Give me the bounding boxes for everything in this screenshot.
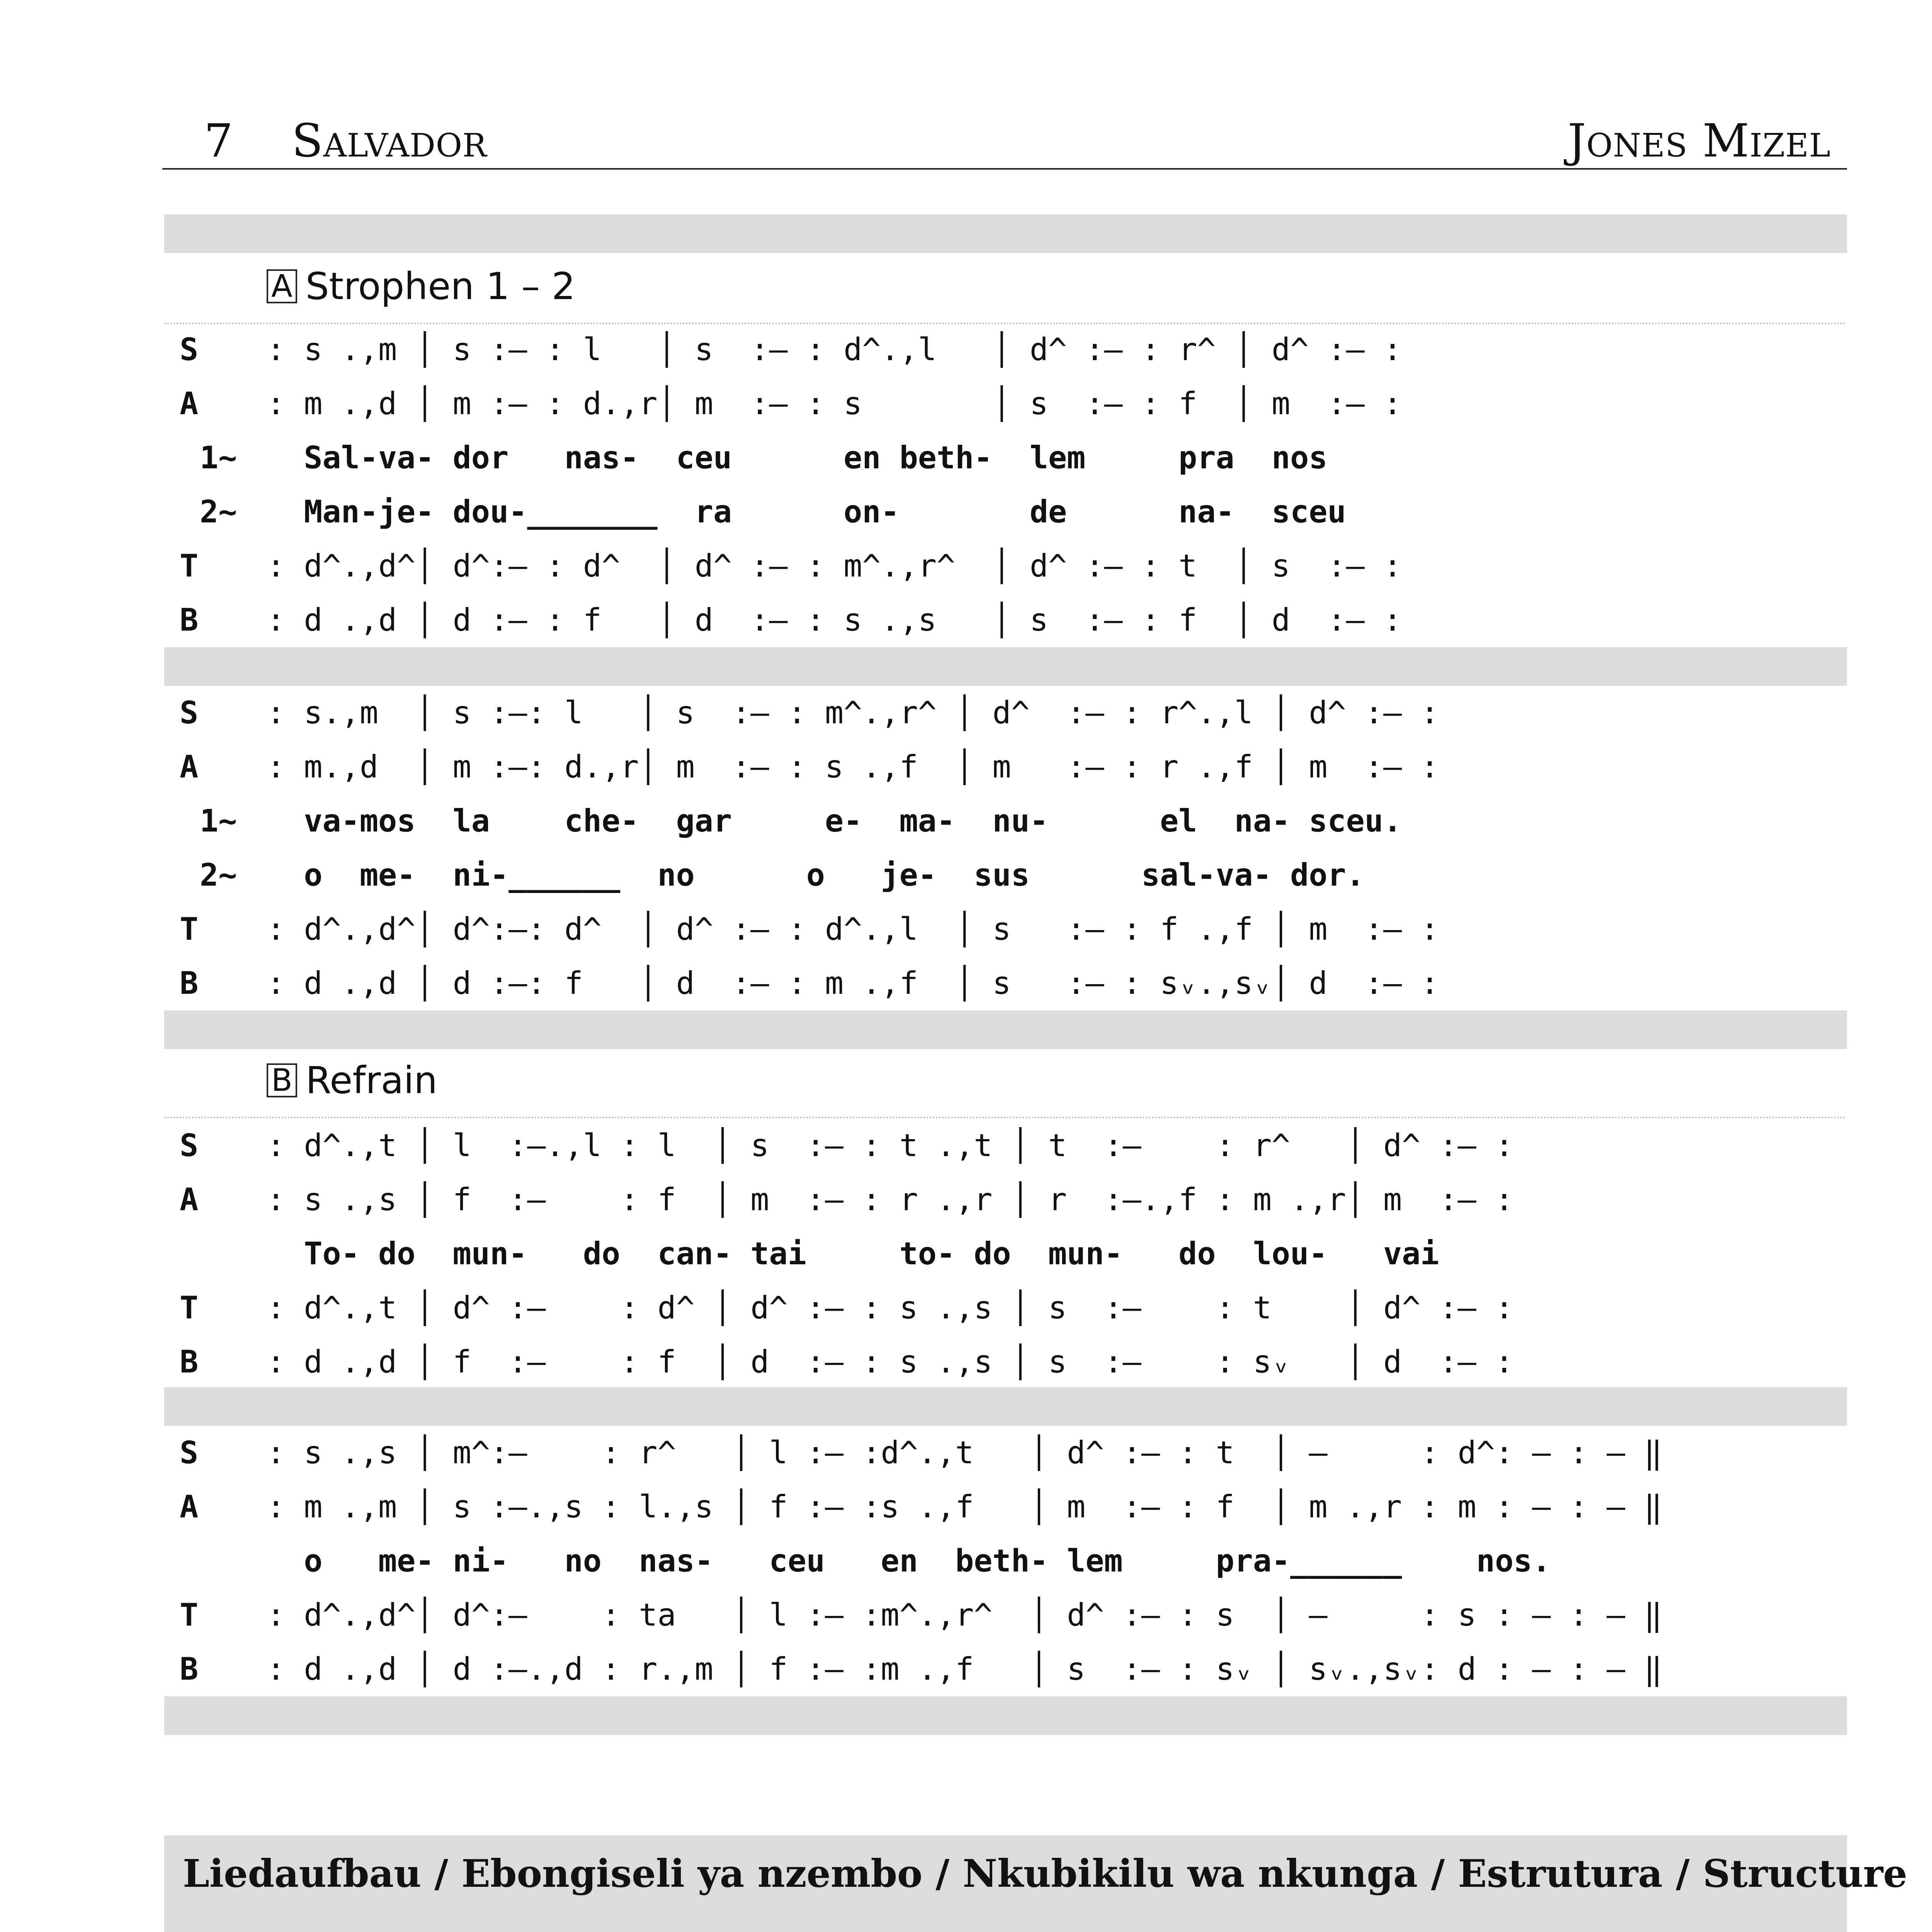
notation-text: : s .,s │ m^:– : r^ │ l :– :d^.,t │ d^ :– : t │ – : d^: – : – ‖: [267, 1435, 1663, 1471]
voice-label: T: [180, 1597, 199, 1633]
song-author: Jones Mizel: [1568, 114, 1831, 167]
notation-text: : d^.,d^│ d^:– : ta │ l :– :m^.,r^ │ d^ :– : s │ – : s : – : – ‖: [267, 1597, 1663, 1633]
verse-label: 2~: [200, 494, 237, 530]
voice-row-tenor: [164, 1289, 1847, 1327]
lyrics-row: [164, 1235, 1847, 1273]
lyrics-row-verse-2: [164, 493, 1847, 531]
voice-row-bass: [164, 601, 1847, 639]
notation-text: : m .,d │ m :– : d.,r│ m :– : s │ s :– : f │ m :– :: [267, 386, 1402, 422]
lyrics-text: va-mos la che- gar e- ma- nu- el na- sceu.: [267, 803, 1402, 839]
voice-label: B: [180, 1651, 199, 1687]
voice-row-bass: [164, 1343, 1847, 1381]
notation-text: : d .,d │ f :– : f │ d :– : s .,s │ s :– : sᵥ │ d :– :: [267, 1344, 1514, 1380]
notation-text: : d^.,d^│ d^:–: d^ │ d^ :– : d^.,l │ s :– : f .,f │ m :– :: [267, 911, 1439, 947]
voice-row-bass: [164, 1650, 1847, 1689]
voice-row-soprano: [164, 694, 1847, 732]
notation-text: : d^.,t │ d^ :– : d^ │ d^ :– : s .,s │ s :– : t │ d^ :– :: [267, 1290, 1514, 1326]
voice-label: A: [180, 1489, 199, 1525]
verse-label: 1~: [200, 440, 237, 476]
section-a-heading: [267, 265, 575, 311]
notation-text: : s.,m │ s :–: l │ s :– : m^.,r^ │ d^ :– : r^.,l │ d^ :– :: [267, 695, 1439, 731]
separator-bar: [164, 214, 1847, 253]
voice-row-alto: [164, 748, 1847, 786]
voice-row-soprano: [164, 1126, 1847, 1165]
voice-row-alto: [164, 1488, 1847, 1526]
notation-text: : d .,d │ d :–.,d : r.,m │ f :– :m .,f │ s :– : sᵥ │ sᵥ.,sᵥ: d : – : – ‖: [267, 1651, 1663, 1687]
voice-label: S: [180, 1128, 199, 1163]
separator-bar: [164, 1387, 1847, 1426]
lyrics-row-verse-2: [164, 856, 1847, 895]
notation-text: : m.,d │ m :–: d.,r│ m :– : s .,f │ m :– : r .,f │ m :– :: [267, 749, 1439, 785]
separator-bar: [164, 647, 1847, 686]
chapter-number: 7: [204, 114, 233, 167]
lyrics-row-verse-1: [164, 439, 1847, 477]
verse-label: 2~: [200, 857, 237, 893]
voice-label: T: [180, 1290, 199, 1326]
notation-text: : d .,d │ d :– : f │ d :– : s .,s │ s :– : f │ d :– :: [267, 602, 1402, 638]
verse-label: 1~: [200, 803, 237, 839]
section-a-box: A: [267, 269, 297, 303]
voice-label: B: [180, 602, 199, 638]
lyrics-text: o me- ni-______ no o je- sus sal-va- dor.: [267, 857, 1365, 893]
dotted-divider: [164, 323, 1847, 324]
lyrics-row-verse-1: [164, 802, 1847, 840]
lyrics-text: To- do mun- do can- tai to- do mun- do lou- vai: [267, 1236, 1439, 1272]
voice-label: B: [180, 965, 199, 1001]
notation-text: : s .,m │ s :– : l │ s :– : d^.,l │ d^ :– : r^ │ d^ :– :: [267, 332, 1402, 367]
voice-label: T: [180, 548, 199, 584]
section-a-title: Strophen 1 – 2: [305, 265, 575, 308]
section-b-title: Refrain: [305, 1059, 437, 1102]
lyrics-text: Man-je- dou-_______ ra on- de na- sceu: [267, 494, 1346, 530]
lyrics-text: Sal-va- dor nas- ceu en beth- lem pra nos: [267, 440, 1328, 476]
notation-text: : s .,s │ f :– : f │ m :– : r .,r │ r :–.,f : m .,r│ m :– :: [267, 1182, 1514, 1218]
notation-text: : d^.,d^│ d^:– : d^ │ d^ :– : m^.,r^ │ d^ :– : t │ s :– :: [267, 548, 1402, 584]
notation-text: : m .,m │ s :–.,s : l.,s │ f :– :s .,f │ m :– : f │ m .,r : m : – : – ‖: [267, 1489, 1663, 1525]
voice-label: T: [180, 911, 199, 947]
song-title: Salvador: [292, 114, 487, 167]
lyrics-text: o me- ni- no nas- ceu en beth- lem pra-______ nos.: [267, 1543, 1551, 1579]
separator-bar: [164, 1696, 1847, 1735]
voice-row-soprano: [164, 1434, 1847, 1472]
song-structure-panel: [164, 1835, 1908, 1932]
section-b-box: B: [267, 1063, 297, 1097]
voice-row-alto: [164, 1180, 1847, 1219]
voice-row-tenor: [164, 910, 1847, 949]
section-b-heading: [267, 1059, 437, 1105]
voice-label: S: [180, 1435, 199, 1471]
voice-label: S: [180, 695, 199, 731]
notation-text: : d .,d │ d :–: f │ d :– : m .,f │ s :– : sᵥ.,sᵥ│ d :– :: [267, 965, 1439, 1001]
voice-label: A: [180, 386, 199, 422]
separator-bar: [164, 1010, 1847, 1049]
notation-text: : d^.,t │ l :–.,l : l │ s :– : t .,t │ t :– : r^ │ d^ :– :: [267, 1128, 1514, 1163]
structure-heading: Liedaufbau / Ebongiseli ya nzembo / Nkubikilu wa nkunga / Estrutura / Structure: [183, 1852, 1908, 1896]
voice-row-tenor: [164, 547, 1847, 585]
voice-label: A: [180, 1182, 199, 1218]
voice-label: B: [180, 1344, 199, 1380]
dotted-divider: [164, 1117, 1847, 1118]
page-header: [162, 114, 1847, 170]
voice-row-alto: [164, 384, 1847, 423]
lyrics-row: [164, 1542, 1847, 1580]
voice-label: S: [180, 332, 199, 367]
voice-row-tenor: [164, 1596, 1847, 1634]
voice-label: A: [180, 749, 199, 785]
voice-row-soprano: [164, 330, 1847, 369]
voice-row-bass: [164, 964, 1847, 1003]
